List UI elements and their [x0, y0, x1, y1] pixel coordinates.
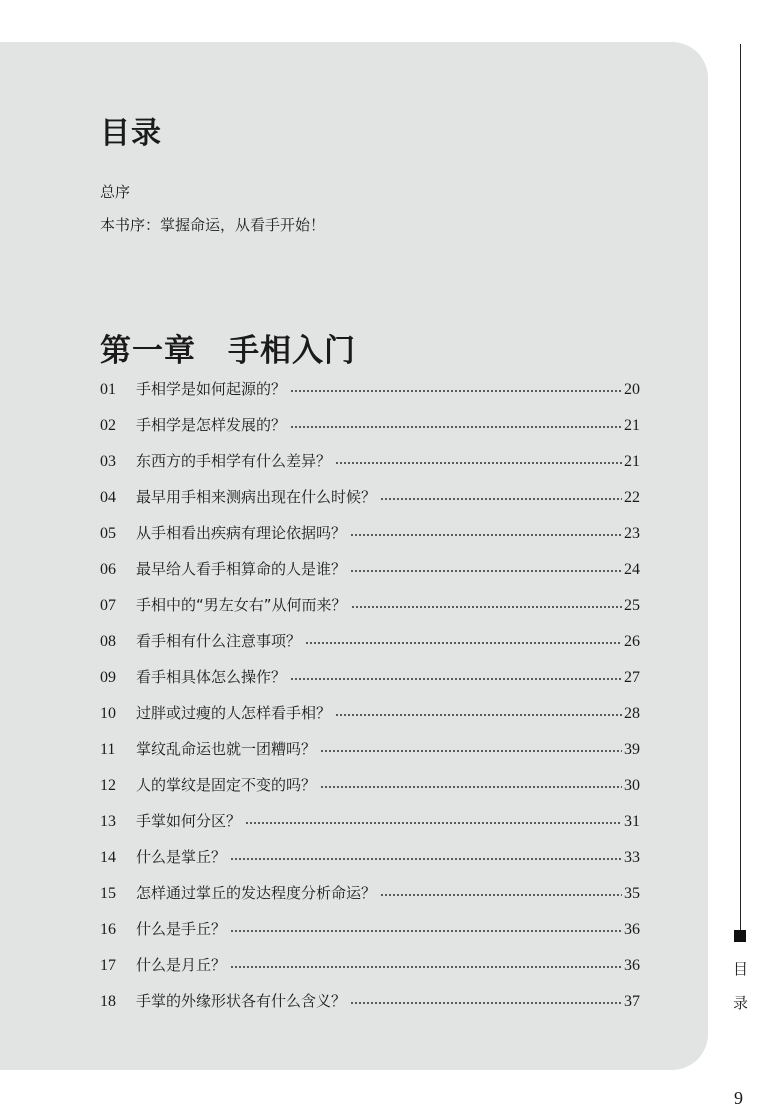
- toc-title: 目录: [100, 116, 162, 151]
- front-matter-preface[interactable]: 本书序：掌握命运，从看手开始！: [100, 216, 326, 234]
- dot-leader: [335, 461, 622, 465]
- dot-leader: [350, 533, 622, 537]
- entry-page-number: 36: [624, 921, 640, 938]
- entry-page-number: 26: [624, 633, 640, 650]
- side-tab-char: 目: [733, 960, 749, 978]
- dot-leader: [245, 821, 622, 825]
- dot-leader: [380, 893, 622, 897]
- entry-number: 10: [100, 705, 116, 722]
- toc-entry[interactable]: [100, 954, 640, 990]
- entry-page-number: 31: [624, 813, 640, 830]
- side-tab-char: 录: [733, 994, 749, 1012]
- toc-entry[interactable]: [100, 990, 640, 1026]
- entry-title: 怎样通过掌丘的发达程度分析命运？: [136, 884, 377, 902]
- toc-entry[interactable]: [100, 558, 640, 594]
- entry-page-number: 22: [624, 489, 640, 506]
- entry-title: 最早用手相来测病出现在什么时候？: [136, 488, 377, 506]
- side-square-marker: [734, 930, 746, 942]
- dot-leader: [320, 785, 622, 789]
- entry-number: 12: [100, 777, 116, 794]
- toc-entry[interactable]: [100, 450, 640, 486]
- entry-title: 过胖或过瘦的人怎样看手相？: [136, 704, 332, 722]
- dot-leader: [320, 749, 622, 753]
- entry-title: 掌纹乱命运也就一团糟吗？: [136, 740, 317, 758]
- toc-entry[interactable]: [100, 882, 640, 918]
- toc-entry[interactable]: [100, 486, 640, 522]
- toc-entry[interactable]: [100, 522, 640, 558]
- entry-number: 15: [100, 885, 116, 902]
- entry-number: 07: [100, 597, 116, 614]
- dot-leader: [290, 677, 622, 681]
- entry-number: 06: [100, 561, 116, 578]
- entry-page-number: 39: [624, 741, 640, 758]
- toc-entry[interactable]: [100, 774, 640, 810]
- dot-leader: [335, 713, 622, 717]
- entry-number: 02: [100, 417, 116, 434]
- entry-title: 什么是手丘？: [136, 920, 227, 938]
- entry-page-number: 36: [624, 957, 640, 974]
- entry-title: 看手相具体怎么操作？: [136, 668, 287, 686]
- entry-number: 09: [100, 669, 116, 686]
- entry-number: 14: [100, 849, 116, 866]
- entry-title: 东西方的手相学有什么差异？: [136, 452, 332, 470]
- entry-title: 手掌如何分区？: [136, 812, 242, 830]
- entry-page-number: 20: [624, 381, 640, 398]
- entry-number: 04: [100, 489, 116, 506]
- toc-entry-list: [100, 378, 640, 1026]
- entry-number: 18: [100, 993, 116, 1010]
- entry-number: 08: [100, 633, 116, 650]
- entry-page-number: 24: [624, 561, 640, 578]
- toc-entry[interactable]: [100, 594, 640, 630]
- entry-title: 手掌的外缘形状各有什么含义？: [136, 992, 347, 1010]
- dot-leader: [351, 605, 622, 609]
- page-number: 9: [734, 1088, 743, 1108]
- toc-entry[interactable]: [100, 918, 640, 954]
- entry-page-number: 33: [624, 849, 640, 866]
- toc-entry[interactable]: [100, 630, 640, 666]
- dot-leader: [305, 641, 622, 645]
- entry-title: 人的掌纹是固定不变的吗？: [136, 776, 317, 794]
- dot-leader: [290, 425, 622, 429]
- entry-page-number: 21: [624, 417, 640, 434]
- entry-number: 05: [100, 525, 116, 542]
- entry-title: 手相中的“男左女右”从何而来？: [136, 596, 347, 614]
- entry-page-number: 21: [624, 453, 640, 470]
- dot-leader: [350, 569, 622, 573]
- toc-entry[interactable]: [100, 414, 640, 450]
- entry-title: 手相学是如何起源的？: [136, 380, 287, 398]
- entry-title: 什么是掌丘？: [136, 848, 227, 866]
- dot-leader: [290, 389, 622, 393]
- toc-entry[interactable]: [100, 810, 640, 846]
- entry-title: 什么是月丘？: [136, 956, 227, 974]
- entry-title: 从手相看出疾病有理论依据吗？: [136, 524, 347, 542]
- entry-number: 16: [100, 921, 116, 938]
- dot-leader: [230, 965, 622, 969]
- dot-leader: [230, 857, 622, 861]
- dot-leader: [380, 497, 622, 501]
- entry-page-number: 30: [624, 777, 640, 794]
- entry-number: 17: [100, 957, 116, 974]
- entry-page-number: 23: [624, 525, 640, 542]
- front-matter-foreword[interactable]: 总序: [100, 183, 131, 201]
- entry-title: 看手相有什么注意事项？: [136, 632, 302, 650]
- dot-leader: [350, 1001, 622, 1005]
- entry-title: 最早给人看手相算命的人是谁？: [136, 560, 347, 578]
- toc-entry[interactable]: [100, 738, 640, 774]
- entry-number: 01: [100, 381, 116, 398]
- entry-page-number: 28: [624, 705, 640, 722]
- entry-number: 03: [100, 453, 116, 470]
- entry-page-number: 35: [624, 885, 640, 902]
- entry-page-number: 27: [624, 669, 640, 686]
- entry-page-number: 25: [624, 597, 640, 614]
- entry-page-number: 37: [624, 993, 640, 1010]
- entry-number: 11: [100, 741, 116, 758]
- side-divider-line: [740, 44, 741, 930]
- chapter-heading: 第一章 手相入门: [100, 333, 356, 369]
- toc-entry[interactable]: [100, 378, 640, 414]
- dot-leader: [230, 929, 622, 933]
- toc-entry[interactable]: [100, 846, 640, 882]
- entry-title: 手相学是怎样发展的？: [136, 416, 287, 434]
- entry-number: 13: [100, 813, 116, 830]
- toc-entry[interactable]: [100, 666, 640, 702]
- toc-entry[interactable]: [100, 702, 640, 738]
